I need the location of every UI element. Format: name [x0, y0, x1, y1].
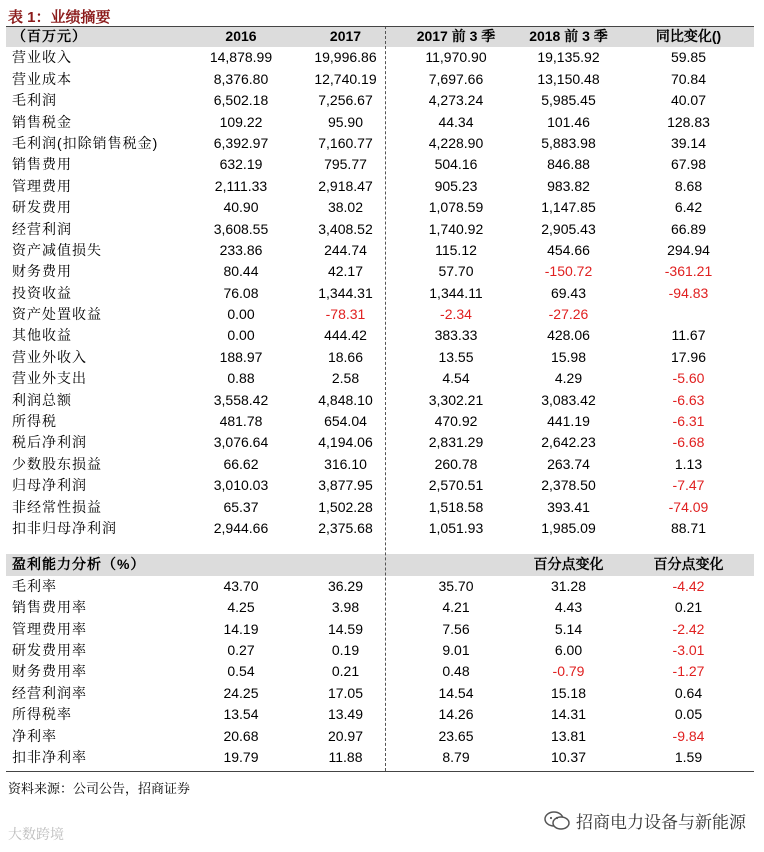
table-cell: 1,518.58 [428, 498, 484, 515]
table-cell: 316.10 [324, 455, 367, 472]
table-cell: 0.48 [442, 663, 470, 680]
table-cell: 14,878.99 [209, 49, 273, 66]
table-cell: 19,135.92 [537, 49, 600, 66]
table-cell: 2,944.66 [213, 519, 269, 536]
table-cell: 1,740.92 [428, 220, 484, 237]
table-cell: -0.79 [552, 663, 585, 680]
table-cell: 5.14 [554, 620, 583, 637]
table-cell: 233.86 [219, 241, 263, 258]
row-label: 毛利润(扣除销售税金) [12, 134, 159, 151]
table-cell: 3,558.42 [213, 391, 269, 408]
table-cell: 11.67 [671, 327, 706, 344]
table-cell: 13.55 [438, 348, 474, 365]
table-cell: 1,344.11 [429, 284, 483, 301]
bottom-rule [6, 771, 754, 772]
table-cell: 2,111.33 [214, 177, 268, 194]
table-cell: 4.21 [442, 599, 470, 616]
row-label: 扣非净利率 [12, 748, 87, 765]
table-row [6, 69, 754, 90]
table-cell: 40.90 [223, 199, 259, 216]
table-cell: 59.85 [670, 49, 707, 66]
table-cell: 0.64 [674, 684, 703, 701]
table-cell: 1.59 [674, 748, 703, 765]
table-cell: 19,996.86 [314, 49, 377, 66]
table-cell: -9.84 [672, 727, 705, 744]
table-row [6, 454, 754, 475]
table-cell: 3,010.03 [213, 477, 269, 494]
table-cell: 444.42 [324, 327, 367, 344]
table-cell: 1,502.28 [318, 498, 373, 515]
table-cell: 1,985.09 [541, 519, 596, 536]
table-cell: 983.82 [547, 177, 590, 194]
table-cell: 260.78 [434, 455, 478, 472]
row-label: 经营利润 [12, 220, 72, 237]
row-label: 投资收益 [12, 284, 72, 301]
column-header [298, 554, 393, 575]
table-cell: 80.44 [223, 263, 259, 280]
table-cell: 11.88 [328, 748, 363, 765]
row-label: 营业外收入 [12, 348, 87, 365]
table-cell: 69.43 [550, 284, 587, 301]
table-cell: 1,147.85 [541, 199, 596, 216]
table-row [6, 726, 754, 747]
table-cell: -74.09 [668, 498, 709, 515]
table-cell: 5,883.98 [541, 134, 596, 151]
table-cell: 4.29 [554, 370, 583, 387]
table-cell: 14.26 [438, 706, 474, 723]
table-cell: 24.25 [223, 684, 259, 701]
table-cell [626, 304, 751, 325]
column-header: 2017 前 3 季 [416, 28, 496, 44]
table-row [6, 497, 754, 518]
table-row [6, 432, 754, 453]
table-cell: 35.70 [438, 577, 474, 594]
profitability-body [6, 576, 754, 769]
table-row [6, 90, 754, 111]
table-cell: 3,408.52 [318, 220, 373, 237]
table-row [6, 619, 754, 640]
table-row [6, 661, 754, 682]
table-cell: 1,078.59 [428, 199, 484, 216]
table-row [6, 347, 754, 368]
row-label: 其他收益 [12, 327, 72, 344]
table-row [6, 197, 754, 218]
table-cell: 76.08 [223, 284, 259, 301]
table-cell: 14.59 [327, 620, 364, 637]
row-label: 毛利率 [12, 577, 57, 594]
table-cell: 504.16 [434, 156, 478, 173]
column-header: 百分点变化 [653, 556, 724, 573]
table-row [6, 704, 754, 725]
table-cell: 11,970.90 [425, 49, 487, 66]
row-label: 管理费用率 [12, 620, 87, 637]
table-cell: 8.79 [442, 748, 470, 765]
table-row [6, 304, 754, 325]
table-cell: -2.34 [440, 306, 472, 323]
table-cell: 795.77 [324, 156, 367, 173]
table-cell: 3,076.64 [213, 434, 269, 451]
column-header: 2016 [225, 28, 257, 44]
table-cell: 13.81 [550, 727, 587, 744]
table-cell: 188.97 [219, 348, 263, 365]
table-cell: 0.00 [227, 306, 255, 323]
table-cell: 14.19 [223, 620, 259, 637]
column-header: 同比变化() [655, 28, 722, 44]
table-cell: 6.42 [674, 199, 703, 216]
table-row [6, 518, 754, 539]
watermark-right [544, 808, 746, 833]
table-cell: 454.66 [547, 241, 590, 258]
table-cell: 846.88 [547, 156, 590, 173]
table-cell: 13.49 [327, 706, 364, 723]
row-label: 少数股东损益 [12, 455, 102, 472]
row-label: 管理费用 [12, 177, 72, 194]
table-cell: 40.07 [670, 92, 707, 109]
table-cell: 1.13 [674, 455, 703, 472]
table-cell: 3,608.55 [213, 220, 269, 237]
row-label: 营业成本 [12, 70, 72, 87]
header-label: （百万元） [12, 28, 87, 44]
table-cell: -4.42 [672, 577, 705, 594]
table-cell: 2,918.47 [318, 177, 373, 194]
performance-summary-table [6, 26, 754, 768]
table-cell: 36.29 [327, 577, 364, 594]
table-row [6, 576, 754, 597]
table-cell: 39.14 [670, 134, 707, 151]
table-cell: 43.70 [223, 577, 259, 594]
table-cell: -5.60 [672, 370, 705, 387]
row-label: 非经常性损益 [12, 498, 102, 515]
table-cell: 44.34 [438, 113, 474, 130]
table-cell: 0.05 [674, 706, 703, 723]
table-cell: -6.68 [672, 434, 705, 451]
column-header: 2017 [329, 28, 362, 44]
table-row [6, 368, 754, 389]
column-header: 2018 前 3 季 [529, 28, 608, 44]
row-label: 净利率 [12, 727, 57, 744]
table-cell: 10.37 [550, 748, 587, 765]
table-cell: 632.19 [219, 156, 263, 173]
table-cell: 383.33 [434, 327, 478, 344]
table-cell: 15.18 [550, 684, 587, 701]
table-cell: 4.43 [554, 599, 583, 616]
table-row [6, 240, 754, 261]
table-title: 表 1：业绩摘要 [8, 9, 111, 26]
table-cell: 13,150.48 [537, 70, 600, 87]
table-cell: 3.98 [331, 599, 360, 616]
table-cell: -2.42 [672, 620, 705, 637]
watermark-left [8, 824, 64, 844]
table-cell: 3,083.42 [541, 391, 596, 408]
row-label: 销售费用 [12, 156, 72, 173]
table-row [6, 325, 754, 346]
table-cell: 6,502.18 [213, 92, 269, 109]
row-label: 资产处置收益 [12, 306, 102, 323]
table-cell: 15.98 [550, 348, 587, 365]
row-label: 研发费用 [12, 199, 72, 216]
row-label: 研发费用率 [12, 641, 87, 658]
table-cell: 7.56 [442, 620, 470, 637]
table-row [6, 133, 754, 154]
row-label: 营业收入 [12, 49, 72, 66]
table-cell: 128.83 [667, 113, 710, 130]
table-row [6, 283, 754, 304]
table-cell: 2,831.29 [428, 434, 484, 451]
table-cell: 95.90 [327, 113, 364, 130]
watermark-right-text: 招商电力设备与新能源 [576, 813, 746, 832]
watermark-left-text: 大数跨境 [8, 826, 64, 842]
table-cell: 4.54 [442, 370, 470, 387]
table-cell: 38.02 [327, 199, 364, 216]
table-body [6, 47, 754, 539]
table-cell: -7.47 [672, 477, 705, 494]
table-row [6, 683, 754, 704]
table-cell: 65.37 [223, 498, 259, 515]
table-cell: 5,985.45 [541, 92, 596, 109]
row-label: 利润总额 [12, 391, 72, 408]
table-cell: 14.31 [550, 706, 587, 723]
table-cell: 7,160.77 [318, 134, 373, 151]
table-cell: 23.65 [438, 727, 474, 744]
table-cell: -361.21 [664, 263, 713, 280]
table-cell: 8.68 [674, 177, 703, 194]
table-cell: 2,570.51 [428, 477, 484, 494]
table-row [6, 176, 754, 197]
table-cell: 4.25 [227, 599, 255, 616]
table-cell: 42.17 [327, 263, 364, 280]
table-cell: 7,256.67 [318, 92, 373, 109]
table-row [6, 112, 754, 133]
table-cell: -150.72 [544, 263, 593, 280]
table-cell: 109.22 [219, 113, 263, 130]
row-label: 销售税金 [12, 113, 72, 130]
table-cell: 2,378.50 [541, 477, 596, 494]
table-cell: 19.79 [223, 748, 259, 765]
table-row [6, 597, 754, 618]
profitability-header-row [6, 554, 754, 575]
table-cell: 14.54 [438, 684, 474, 701]
table-cell: 31.28 [550, 577, 587, 594]
table-header-row [6, 26, 754, 47]
row-label: 销售费用率 [12, 599, 87, 616]
table-row [6, 390, 754, 411]
table-cell: 18.66 [327, 348, 364, 365]
table-row [6, 475, 754, 496]
top-rule [6, 26, 754, 27]
table-cell: 66.62 [223, 455, 259, 472]
column-header [401, 554, 511, 575]
table-cell: 294.94 [667, 241, 710, 258]
table-cell: 12,740.19 [314, 70, 377, 87]
column-header: 百分点变化 [533, 556, 604, 573]
header-label: 盈利能力分析（%） [12, 556, 146, 573]
table-row [6, 219, 754, 240]
table-cell: 17.05 [327, 684, 364, 701]
table-cell: 20.68 [223, 727, 259, 744]
table-cell: 9.01 [442, 641, 470, 658]
table-cell: 13.54 [223, 706, 259, 723]
table-row [6, 411, 754, 432]
table-cell: -78.31 [325, 306, 366, 323]
table-cell: 441.19 [547, 413, 590, 430]
row-label: 税后净利润 [12, 434, 87, 451]
table-cell: 263.74 [547, 455, 590, 472]
table-cell: 1,344.31 [318, 284, 373, 301]
table-cell: 244.74 [324, 241, 367, 258]
table-cell: 4,848.10 [318, 391, 373, 408]
table-cell: 0.27 [227, 641, 255, 658]
table-cell: 88.71 [670, 519, 707, 536]
table-row [6, 154, 754, 175]
row-label: 所得税率 [12, 706, 72, 723]
table-cell: 4,228.90 [428, 134, 484, 151]
table-cell: 654.04 [324, 413, 367, 430]
table-cell: 0.21 [674, 599, 703, 616]
table-cell: 905.23 [434, 177, 478, 194]
table-cell: 2.58 [331, 370, 360, 387]
source-note: 资料来源：公司公告，招商证券 [8, 781, 191, 796]
table-cell: -1.27 [672, 663, 705, 680]
table-cell: 428.06 [547, 327, 590, 344]
row-label: 所得税 [12, 413, 57, 430]
table-cell: 66.89 [670, 220, 707, 237]
table-cell: -27.26 [548, 306, 589, 323]
table-cell: 6,392.97 [213, 134, 269, 151]
table-cell: 67.98 [670, 156, 707, 173]
table-cell: 0.54 [227, 663, 255, 680]
table-cell: -6.63 [672, 391, 705, 408]
wechat-icon [544, 811, 570, 831]
table-row [6, 747, 754, 768]
table-cell: 0.88 [227, 370, 255, 387]
table-cell: 3,877.95 [318, 477, 373, 494]
table-cell: 3,302.21 [428, 391, 484, 408]
table-cell: 2,375.68 [318, 519, 373, 536]
row-label: 扣非归母净利润 [12, 519, 117, 536]
table-cell: -94.83 [668, 284, 709, 301]
row-label: 资产减值损失 [12, 241, 102, 258]
table-cell: 57.70 [438, 263, 474, 280]
table-cell: 4,194.06 [318, 434, 373, 451]
table-cell: -3.01 [672, 641, 705, 658]
table-cell: 4,273.24 [428, 92, 484, 109]
table-cell: 8,376.80 [213, 70, 269, 87]
row-label: 归母净利润 [12, 477, 87, 494]
table-cell: 0.19 [331, 641, 360, 658]
table-cell: 20.97 [327, 727, 364, 744]
column-header [196, 554, 286, 575]
table-cell: 101.46 [547, 113, 590, 130]
row-label: 财务费用率 [12, 663, 87, 680]
table-cell: 7,697.66 [428, 70, 484, 87]
row-label: 毛利润 [12, 92, 57, 109]
table-cell: 2,642.23 [541, 434, 596, 451]
table-cell: 70.84 [670, 70, 707, 87]
table-cell: 0.00 [227, 327, 255, 344]
table-cell: 17.96 [670, 348, 707, 365]
table-cell: 2,905.43 [541, 220, 596, 237]
table-cell: 481.78 [219, 413, 263, 430]
table-cell: 115.12 [435, 241, 477, 258]
table-cell: 0.21 [331, 663, 360, 680]
table-row [6, 261, 754, 282]
table-row [6, 47, 754, 68]
table-cell: 470.92 [434, 413, 478, 430]
table-cell: -6.31 [672, 413, 705, 430]
row-label: 营业外支出 [12, 370, 87, 387]
table-row [6, 640, 754, 661]
table-cell: 6.00 [554, 641, 583, 658]
row-label: 财务费用 [12, 263, 72, 280]
row-label: 经营利润率 [12, 684, 87, 701]
table-cell: 1,051.93 [428, 519, 484, 536]
column-divider [385, 26, 386, 771]
table-cell: 393.41 [547, 498, 590, 515]
